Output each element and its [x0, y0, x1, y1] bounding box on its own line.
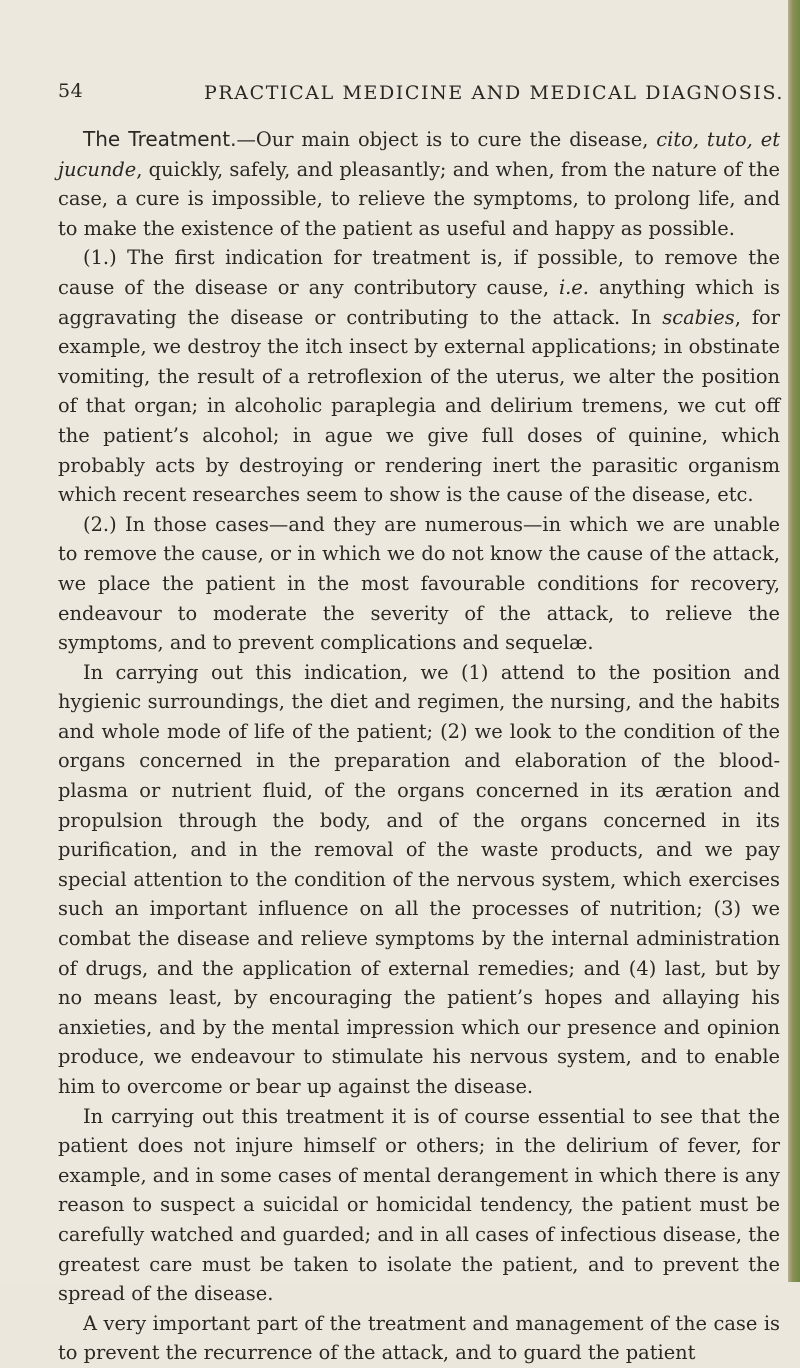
body-text — [58, 125, 780, 1368]
text-run: A very important part of the treatment and management of the case is to prevent the recurrence of the attack, and to guard the patient — [58, 1311, 780, 1365]
paragraph — [58, 510, 780, 658]
text-run: anything which is aggravating the disease or contributing to the attack. In — [58, 275, 780, 329]
book-spine-edge — [788, 0, 800, 1282]
paragraph — [58, 125, 780, 243]
text-run: , for example, we destroy the itch insect by external applications; in obstinate vomiting, the result of a retroflexion of the uterus, we alter the position of that organ; in alcoholic paraplegia and delirium tremens, we cut off the patient’s alcohol; in ague we give full doses of quinine, which probably acts by destroying or rendering inert the parasitic organism which recent researches seem to show is the cause of the disease, etc. — [58, 305, 780, 507]
page-number: 54 — [58, 80, 84, 102]
section-heading: The Treatment. — [83, 127, 237, 151]
paragraph — [58, 1309, 780, 1368]
running-head: PRACTICAL MEDICINE AND MEDICAL DIAGNOSIS. — [204, 82, 785, 104]
paragraph — [58, 243, 780, 509]
text-run-italic: cito, tuto, et jucunde — [58, 128, 780, 181]
text-run: In carrying out this indication, we (1) attend to the position and hygienic surroundings, the diet and regimen, the nursing, and the habits and whole mode of life of the patient; (2) we look to the condition of the organs concerned in the preparation and elaboration of the blood-plasma or nutrient fluid, of the organs concerned in its æration and propulsion through the body, and of the organs concerned in its purification, and in the removal of the waste products, and we pay special attention to the condition of the nervous system, which exercises such an important influence on all the processes of nutrition; (3) we combat the disease and relieve symptoms by the internal administration of drugs, and the application of external remedies; and (4) last, but by no means least, by encouraging the patient’s hopes and allaying his anxieties, and by the mental impression which our presence and opinion produce, we endeavour to stimulate his nervous system, and to enable him to overcome or bear up against the disease. — [58, 660, 780, 1098]
text-run-italic: scabies — [662, 305, 735, 329]
text-run: In carrying out this treatment it is of course essential to see that the patient does not injure himself or others; in the delirium of fever, for example, and in some cases of mental derangement in which there is any reason to suspect a suicidal or homicidal tendency, the patient must be carefully watched and guarded; and in all cases of infectious disease, the greatest care must be taken to isolate the patient, and to prevent the spread of the disease. — [58, 1104, 780, 1306]
text-run: (1.) The first indication for treatment is, if possible, to remove the cause of the disease or any contributory cause, — [58, 246, 780, 299]
paragraph — [58, 1102, 780, 1309]
text-run: (2.) In those cases—and they are numerous—in which we are unable to remove the cause, or in which we do not know the cause of the attack, we place the patient in the most favourable conditions for recovery, endeavour to moderate the severity of the attack, to relieve the symptoms, and to prevent complications and sequelæ. — [58, 512, 780, 655]
text-run: —Our main object is to cure the disease, — [236, 128, 657, 151]
text-run: , quickly, safely, and pleasantly; and when, from the nature of the case, a cure is impossible, to relieve the symptoms, to prolong life, and to make the existence of the patient as useful and happy as possible. — [58, 157, 780, 240]
page-header — [58, 80, 788, 110]
text-run-italic: i.e. — [558, 275, 589, 299]
paragraph — [58, 658, 780, 1102]
